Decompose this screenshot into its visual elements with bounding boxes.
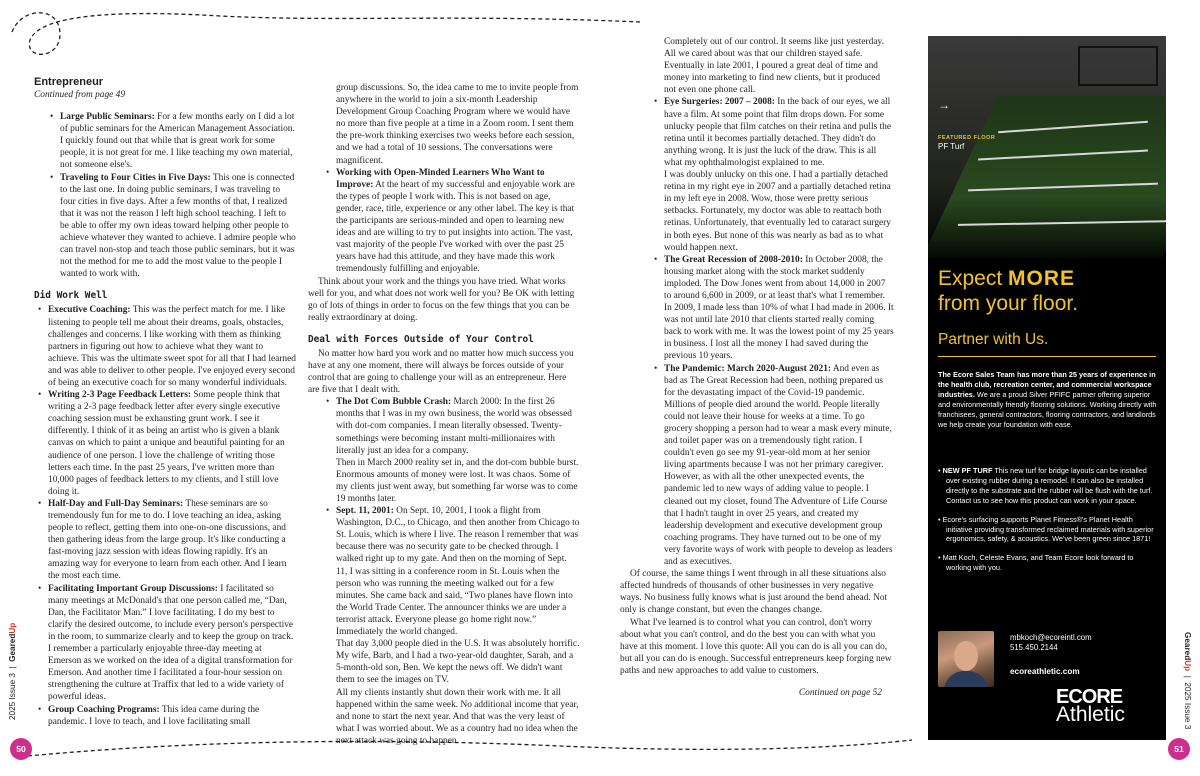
right-folio: GearedUp | 2025 Issue 3 [1183, 632, 1192, 730]
section-heading-forces: Deal with Forces Outside of Your Control [308, 333, 534, 345]
column-3 [606, 36, 894, 699]
arrow-right-icon: → [938, 98, 950, 112]
ecore-logo: ECORE [1056, 686, 1123, 708]
top-dashed-swoosh [0, 0, 660, 70]
website-link[interactable]: ecoreathletic.com [1010, 667, 1080, 676]
paragraph: Completely out of our control. It seems like just yesterday. All we cared about was that our children stayed safe. Eventually in late 2001, I poured a great deal of time and money into marketing to find new clients, but it produced not even one phone call. [664, 37, 884, 96]
divider [938, 356, 1156, 357]
list-item: • The Pandemic: March 2020-August 2021: And even as bad as The Great Recession had been, nothing prepared us for the devastating impact of the Covid-19 pandemic. Millions of people died around the world. People literally could not leave their house for weeks at a time. To go grocery shopping a person had to wear a mask every minute, and toilet paper was on a tremendously tight ration. I couldn't even go see my 91-year-old mom at her senior living apartments because I was not her primary caregiver. However, as with all the other unexpected events, the pandemic led to new ways of adding value to people. I cleaned out my closet, found The Adventure of Life Course that I hadn't taught in over 25 years, and created my leadership development and executive development group coaching programs. They have turned out to be one of my very favorite ways of work with people to develop as leaders and as executives. [664, 363, 894, 569]
list-item: • Large Public Seminars: For a few months early on I did a lot of public seminars for the American Management Association. I quickly found out that while that is great work for some people, it is not great for me. I like teaching my own material, not someone else's. [60, 111, 296, 171]
paragraph: group discussions. So, the idea came to me to invite people from anywhere in the world to join a six-month Leadership Development Group Coaching Program where we would have no more than five people at a time in a Zoom room. I sent them the pre-work thinking exercises two weeks before each session, and we had a total of 10 sessions. The conversations were magnificent. [336, 83, 579, 166]
ecore-logo-athletic: Athletic [1056, 703, 1125, 726]
list-item: • Working with Open-Minded Learners Who Want to Improve: At the heart of my successful and enjoyable work are the types of people I work with. This is not based on age, gender, race, title, experience or any other label. The key is that the participants are serious-minded and open to learning new ideas and are willing to try to put insights into action. The vast, vast majority of the people I've worked with over the past 25 years have had this attitude, and they have made this work tremendously fulfilling and enjoyable. [336, 167, 580, 276]
bullet-list-b [34, 304, 296, 727]
list-item: • Facilitating Important Group Discussions: I facilitated so many meetings at McDonald's that one person called me, “Dan, Dan, the Facilitator Man.” I love facilitating. I do my best to clarify the desired outcome, to include every person's perspective in the room, to summarize clearly and to keep the group on track. I remember a particularly enjoyable three-day meeting at Emerson as we worked on the idea of a digital transformation for Emerson. And another time I facilitated a four-hour session on strengthening the culture at Traffix that led to a wide variety of powerful ideas. [48, 583, 296, 704]
paragraph: No matter how hard you work and no matter how much success you have at any one moment, there will always be forces outside of your control that are going to challenge your will as an entrepreneur. Here are five that I dealt with. [308, 348, 574, 396]
list-item: • The Great Recession of 2008-2010: In October 2008, the housing market along with the stock market suddenly imploded. The Dow Jones went from about 14,000 in 2007 to around 6,600 in 2009, or at least that's what I remember. In 2009, I made less than 10% of what I had made in 2006. It was not until late 2010 that clients started really coming back to work with me. It was the lowest point of my 25 years in business. I lost all the money I had saved during the previous 10 years. [664, 254, 894, 363]
ad-subhead: Partner with Us. [938, 331, 1049, 348]
list-item: • Group Coaching Programs: This idea came during the pandemic. I love to teach, and I love facilitating small [48, 704, 296, 728]
contact-phone: 515.450.2144 [1010, 643, 1058, 652]
list-item: • Executive Coaching: This was the perfect match for me. I like listening to people tell me about their dreams, goals, obstacles, challenges and concerns. I like working with them as thinking partners in figuring out how to achieve what they want to achieve. This was the ultimate sweet spot for all that I had learned and was able to deliver to other people. I've enjoyed every second of being an executive coach for so many wonderful individuals. [48, 304, 296, 389]
contact-email[interactable]: mbkoch@ecoreintl.com [1010, 633, 1092, 642]
list-item: • Ecore's surfacing supports Planet Fitness®'s Planet Health initiative providing transformed reclaimed materials with superior ergonomics, safety, & acoustics. We've been green since 1871! [938, 514, 1154, 544]
continued-from: Continued from page 49 [34, 90, 126, 100]
bullet-list-a [34, 111, 296, 280]
page-number-right: 51 [1168, 738, 1190, 760]
paragraph: What I've learned is to control what you can control, don't worry about what you can't control, and do the best you can with what you have at this moment. I love this quote: All you can do is all you can do, but all you can do is enough. Successful entrepreneurs keep forging new paths and new approaches to add value to customers. [620, 617, 892, 676]
ad-bullets [938, 466, 1160, 582]
column-2 [308, 82, 580, 747]
section-header: Entrepreneur [34, 76, 104, 88]
list-item: • NEW PF TURF This new turf for bridge layouts can be installed over existing rubber during a remodel. It can also be installed directly to the substrate and the rubber will be flush with the turf. Contact us to see how this product can work in your space. [938, 466, 1153, 505]
column-1 [34, 76, 296, 728]
contact-photo [938, 631, 994, 687]
featured-floor-label: FEATURED FLOOR [938, 135, 996, 141]
list-item: • Half-Day and Full-Day Seminars: These seminars are so tremendously fun for me to do. I love teaching an idea, asking people to reflect, getting them into one-on-one discussions, and then gathering ideas from the large group. It's like conducting a fast-moving jazz session with ideas flowing rapidly. It's an amazing way for everyone to learn from each other. And I learn the most each time. [48, 498, 296, 583]
list-item: • The Dot Com Bubble Crash: March 2000: In the first 26 months that I was in my own business, the world was obsessed with dot-com companies. I mean literally obsessed. Twenty-somethings were becoming instant multi-millionaires with literally just an idea for a company. Then in March 2000 reality set in, and the dot-com bubble burst. Enormous amounts of money were lost. It was chaos. Some of my clients just went away, but something far worse was to come 19 months later. [336, 396, 580, 505]
bullet-list-e [606, 96, 894, 568]
list-item: • Writing 2-3 Page Feedback Letters: Some people think that writing a 2-3 page feedback letter after every single executive coaching session must be exhausting grunt work. I see it differently. I think of it as being an artist who is given a blank canvas on which to paint a unique and beautiful painting for an audience of one person. I love the challenge of writing those letters each time. In the past 25 years, I've written more than 10,000 pages of feedback letters to my clients, and I still love doing it. [48, 389, 296, 498]
section-heading-did-work-well: Did Work Well [34, 290, 108, 302]
bullet-list-d [308, 396, 580, 747]
list-item: • Sept. 11, 2001: On Sept. 10, 2001, I took a flight from Washington, D.C., to Chicago, and then another from Chicago to St. Louis, which is where I live. The reason I remember that was because there was no security gate to be checked through. I walked right up to my gate. And then on the morning of Sept. 11, I was sitting in a conference room in St. Louis when the person who was running the meeting walked out for a few minutes. She came back and said, “Two planes have flown into the World Trade Center. The announcer thinks we are under a terrorist attack. Everyone please go home right now.” Immediately the world changed. That day 3,000 people died in the U.S. It was absolutely horrific. My wife, Barb, and I had a two-year-old daughter, Sarah, and a 5-month-old son, Ben. We kept the news off. We didn't want them to see the images on TV. All my clients instantly shut down their work with me. It all happened within the same week. No additional income that year, and none to start the next year. And that was the very least of what I was worried about. We as a country had no idea when the next attack was going to happen. [336, 505, 580, 747]
list-item: • Matt Koch, Celeste Evans, and Team Ecore look forward to working with you. [938, 553, 1134, 573]
continued-on: Continued on page 52 [798, 687, 882, 698]
list-item: • Eye Surgeries: 2007 – 2008: In the back of our eyes, we all have a film. At some point that film drops down. For some unlucky people that film catches on their retina and pulls the retina until it becomes partially detached. They didn't do anything wrong. It is just the luck of the draw. This is all what my ophthalmologist explained to me. I was doubly unlucky on this one. I had a partially detached retina in my right eye in 2007 and a partially detached retina in my left eye in 2008. Wow, those were pretty serious setbacks. Fortunately, my doctor was able to reattach both retinas. Unfortunately, that eventually led to cataract surgery in both eyes. But none of this was nearly as bad as to what would happen next. [664, 96, 894, 253]
ad-body: The Ecore Sales Team has more than 25 years of experience in the health club, recreation center, and commercial workspace industries. We are a proud Silver PFIFC partner offering superior and environmentally friendly flooring solutions. Working directly with franchisees, general contractors, flooring contractors, and landlords we help create your foundation with ease. [938, 370, 1157, 429]
left-folio: 2025 Issue 3 | GearedUp [8, 622, 17, 720]
list-item: • Traveling to Four Cities in Five Days: This one is connected to the last one. In doing public seminars, I was traveling to four cities in five days. After a few months of that, I realized that it was not the reason I left high school teaching. I left to be able to offer my own ideas toward helping other people to achieve whatever they wanted to achieve. I admire people who can travel non-stop and teach those public seminars, but it was not the method for me to add the most value to the people I wanted to work with. [60, 172, 296, 281]
paragraph: Think about your work and the things you have tried. What works well for you, and what does not work well for you? Be OK with letting go of lots of things in order to focus on the few things that you can be really extraordinary at doing. [308, 276, 575, 323]
bullet-list-c [308, 167, 580, 276]
page-number-left: 50 [10, 738, 32, 760]
ecore-advertisement[interactable] [928, 36, 1166, 740]
featured-product: PF Turf [938, 142, 965, 151]
paragraph: Of course, the same things I went through in all these situations also affected hundreds of thousands of other businesses in very negative ways. No business fully knows what is just around the bend ahead. Not only is change constant, but even the changes change. [620, 569, 888, 616]
ad-headline: Expect MORE from your floor. [938, 267, 1079, 315]
